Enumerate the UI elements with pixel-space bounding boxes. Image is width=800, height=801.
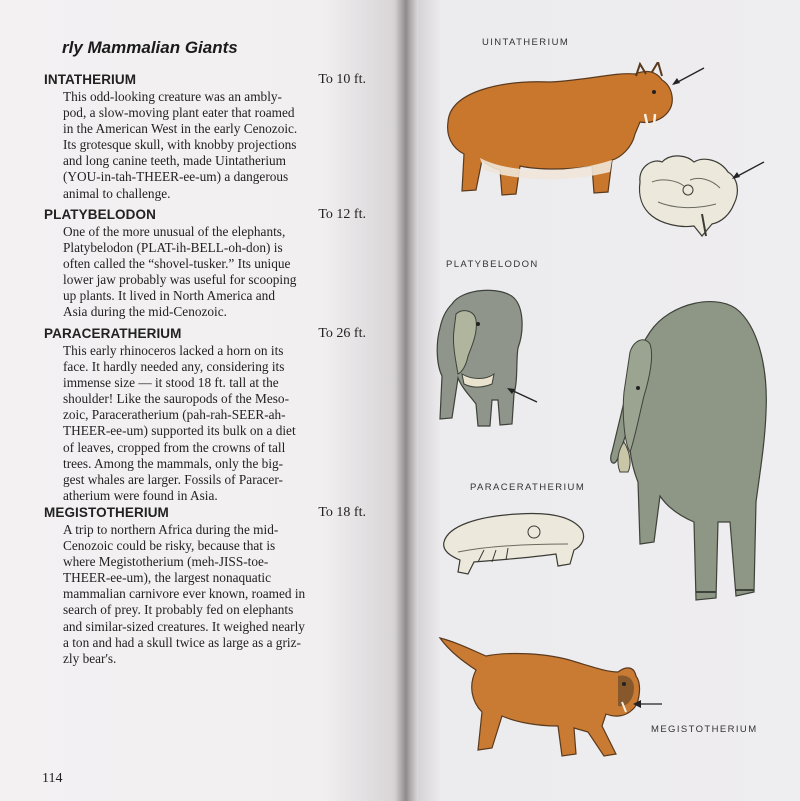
figure-label-megistotherium: MEGISTOTHERIUM xyxy=(651,724,758,735)
entry-paraceratherium xyxy=(44,326,366,504)
text-line: Its grotesque skull, with knobby projections xyxy=(63,137,297,153)
text-line: gest whales are larger. Fossils of Paracer- xyxy=(63,471,283,487)
text-line: THEER-ee-um), the largest nonaquatic xyxy=(63,570,271,586)
text-line: This odd-looking creature was an ambly- xyxy=(63,89,282,104)
arrow-icon xyxy=(505,386,539,404)
text-line: shoulder! Like the sauropods of the Meso- xyxy=(63,391,289,407)
text-line: animal to challenge. xyxy=(63,185,171,201)
entry-size: To 12 ft. xyxy=(318,207,366,222)
figure-label-platybelodon: PLATYBELODON xyxy=(446,259,539,270)
text-line: lower jaw probably was useful for scooping xyxy=(63,272,297,288)
entry-description xyxy=(63,224,366,321)
text-line: search of prey. It probably fed on elephants xyxy=(63,602,294,618)
text-line: trees. Among the mammals, only the big- xyxy=(63,455,284,471)
arrow-icon xyxy=(630,696,664,712)
chapter-title: rly Mammalian Giants xyxy=(62,38,238,57)
entry-name: INTATHERIUM xyxy=(44,72,137,87)
text-line: and similar-sized creatures. It weighed nearly xyxy=(63,618,305,634)
text-line: and long canine teeth, made Uintatherium xyxy=(63,153,287,169)
text-line: Platybelodon (PLAT-ih-BELL-oh-don) is xyxy=(63,240,283,256)
megistotherium-illustration xyxy=(436,626,646,774)
entry-megistotherium xyxy=(44,505,366,667)
text-line: mammalian carnivore ever known, roamed in xyxy=(63,586,306,602)
entry-size: To 18 ft. xyxy=(318,505,366,520)
text-line: up plants. It lived in North America and xyxy=(63,288,275,304)
entry-name: MEGISTOTHERIUM xyxy=(44,505,169,520)
text-line: pod, a slow-moving plant eater that roamed xyxy=(63,105,295,121)
figure-label-uintatherium: UINTATHERIUM xyxy=(482,37,570,48)
entry-size: To 10 ft. xyxy=(318,72,366,87)
arrow-icon xyxy=(728,160,768,184)
text-line: atherium were found in Asia. xyxy=(63,487,218,503)
entry-size: To 26 ft. xyxy=(318,326,366,341)
text-line: zly bear's. xyxy=(63,650,117,666)
text-line: (YOU-in-tah-THEER-ee-um) a dangerous xyxy=(63,169,289,185)
entry-description xyxy=(63,522,366,667)
paraceratherium-skull-illustration xyxy=(438,506,588,578)
text-line: immense size — it stood 18 ft. tall at the xyxy=(63,375,279,391)
text-line: a ton and had a skull twice as large as a griz- xyxy=(63,634,301,650)
text-line: THEER-ee-um) supported its bulk on a diet xyxy=(63,423,296,439)
entry-name: PLATYBELODON xyxy=(44,207,156,222)
text-line: often called the “shovel-tusker.” Its unique xyxy=(63,256,291,272)
text-line: face. It hardly needed any, considering its xyxy=(63,359,285,375)
text-line: One of the more unusual of the elephants, xyxy=(63,224,286,239)
platybelodon-illustration xyxy=(432,284,532,434)
book-gutter xyxy=(396,0,418,801)
entry-platybelodon xyxy=(44,207,366,321)
text-line: A trip to northern Africa during the mid- xyxy=(63,522,279,537)
text-line: zoic, Paraceratherium (pah-rah-SEER-ah- xyxy=(63,407,286,423)
entry-name: PARACERATHERIUM xyxy=(44,326,182,341)
text-line: in the American West in the early Cenozoic. xyxy=(63,121,298,137)
text-line: Asia during the mid-Cenozoic. xyxy=(63,304,227,320)
text-line: of leaves, cropped from the crowns of tall xyxy=(63,439,286,455)
text-line: where Megistotherium (meh-JISS-toe- xyxy=(63,554,269,570)
text-line: Cenozoic could be risky, because that is xyxy=(63,538,276,554)
arrow-icon xyxy=(668,66,708,90)
entry-uintatherium xyxy=(44,72,366,202)
paraceratherium-illustration xyxy=(610,292,780,618)
page-number: 114 xyxy=(42,771,63,786)
text-line: This early rhinoceros lacked a horn on its xyxy=(63,343,284,358)
figure-label-paraceratherium: PARACERATHERIUM xyxy=(470,482,586,493)
entry-description xyxy=(63,89,366,202)
entry-description xyxy=(63,343,366,504)
